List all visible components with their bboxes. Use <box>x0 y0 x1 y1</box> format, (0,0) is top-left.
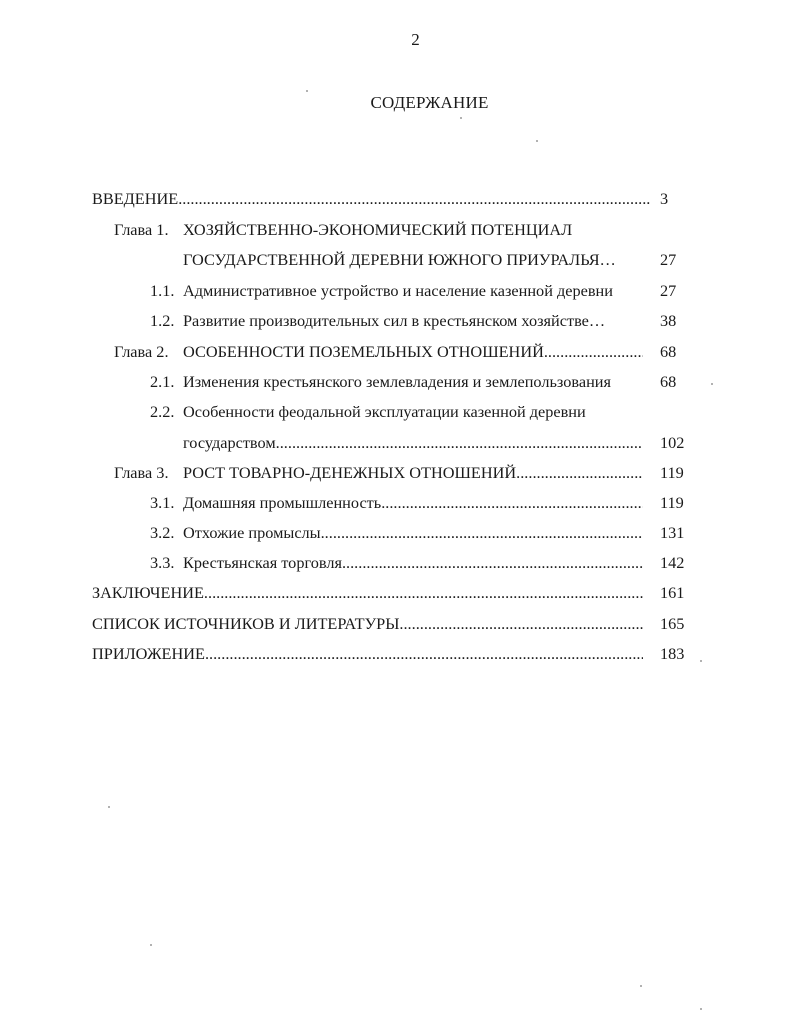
toc-entry-label: РОСТ ТОВАРНО-ДЕНЕЖНЫХ ОТНОШЕНИЙ <box>183 463 517 482</box>
toc-section-prefix: 3.3. <box>150 553 175 572</box>
toc-page-number: 183 <box>660 644 685 663</box>
toc-entry-label: Развитие производительных сил в крестьянском хозяйстве… <box>183 311 606 330</box>
toc-section-prefix: 1.2. <box>150 311 175 330</box>
toc-page-number: 161 <box>660 583 685 602</box>
toc-page-number: 102 <box>660 433 685 452</box>
toc-entry-conclusion <box>92 581 645 605</box>
leader-dots <box>205 642 643 666</box>
toc-page-number: 165 <box>660 614 685 633</box>
toc-entry-label: Домашняя промышленность <box>183 493 382 512</box>
toc-section-3-3 <box>183 551 645 575</box>
leader-dots <box>342 551 643 575</box>
page-number: 2 <box>411 30 420 49</box>
toc-entry-sources <box>92 612 645 636</box>
toc-section-3-2 <box>183 521 645 545</box>
toc-entry-label: СПИСОК ИСТОЧНИКОВ И ЛИТЕРАТУРЫ <box>92 614 400 633</box>
toc-page-number: 68 <box>660 372 677 391</box>
scan-speck <box>306 90 308 92</box>
toc-entry-appendix <box>92 642 645 666</box>
scan-speck <box>536 140 538 142</box>
leader-dots <box>544 340 643 364</box>
leader-dots <box>204 581 643 605</box>
toc-page-number: 131 <box>660 523 685 542</box>
scan-speck <box>711 383 713 385</box>
scan-speck <box>700 660 702 662</box>
toc-section-prefix: 2.2. <box>150 402 175 421</box>
toc-page-number: 38 <box>660 311 677 330</box>
toc-chapter-prefix: Глава 2. <box>114 342 169 361</box>
toc-section-prefix: 2.1. <box>150 372 175 391</box>
leader-dots <box>321 521 643 545</box>
scan-speck <box>460 117 462 119</box>
leader-dots <box>399 612 643 636</box>
leader-dots <box>276 431 643 455</box>
toc-entry-label: ГОСУДАРСТВЕННОЙ ДЕРЕВНИ ЮЖНОГО ПРИУРАЛЬЯ… <box>183 250 616 269</box>
toc-page-number: 119 <box>660 463 684 482</box>
toc-entry-label: ВВЕДЕНИЕ <box>92 189 179 208</box>
toc-chapter-1-line1 <box>183 218 572 242</box>
toc-page-number: 68 <box>660 342 677 361</box>
toc-entry-label: Крестьянская торговля <box>183 553 342 572</box>
toc-entry-label: государством <box>183 433 276 452</box>
toc-entry-label: ПРИЛОЖЕНИЕ <box>92 644 205 663</box>
toc-page-number: 142 <box>660 553 685 572</box>
toc-section-prefix: 3.1. <box>150 493 175 512</box>
scan-speck <box>640 985 642 987</box>
toc-chapter-2 <box>183 340 645 364</box>
toc-section-2-2-line2 <box>183 431 645 455</box>
toc-page-number: 119 <box>660 493 684 512</box>
leader-dots <box>516 461 643 485</box>
toc-entry-label: ОСОБЕННОСТИ ПОЗЕМЕЛЬНЫХ ОТНОШЕНИЙ <box>183 342 544 361</box>
toc-entry-intro <box>92 187 652 211</box>
toc-entry-label: ХОЗЯЙСТВЕННО-ЭКОНОМИЧЕСКИЙ ПОТЕНЦИАЛ <box>183 220 573 239</box>
toc-page-number: 3 <box>660 189 669 208</box>
leader-dots <box>381 491 643 515</box>
toc-entry-label: Отхожие промыслы <box>183 523 321 542</box>
toc-entry-label: ЗАКЛЮЧЕНИЕ <box>92 583 204 602</box>
toc-title: СОДЕРЖАНИЕ <box>370 93 489 112</box>
toc-entry-label: Административное устройство и население казенной деревни <box>183 281 613 300</box>
toc-chapter-1-line2 <box>183 248 616 272</box>
leader-dots <box>178 187 650 211</box>
scan-speck <box>150 944 152 946</box>
scan-speck <box>108 806 110 808</box>
toc-page-number: 27 <box>660 250 677 269</box>
toc-section-prefix: 3.2. <box>150 523 175 542</box>
toc-entry-label: Изменения крестьянского землевладения и землепользования <box>183 372 612 391</box>
toc-chapter-prefix: Глава 3. <box>114 463 169 482</box>
toc-chapter-prefix: Глава 1. <box>114 220 169 239</box>
scan-speck <box>700 1008 702 1010</box>
toc-section-prefix: 1.1. <box>150 281 175 300</box>
toc-entry-label: Особенности феодальной эксплуатации казенной деревни <box>183 402 586 421</box>
toc-section-3-1 <box>183 491 645 515</box>
toc-page-number: 27 <box>660 281 677 300</box>
toc-chapter-3 <box>183 461 645 485</box>
